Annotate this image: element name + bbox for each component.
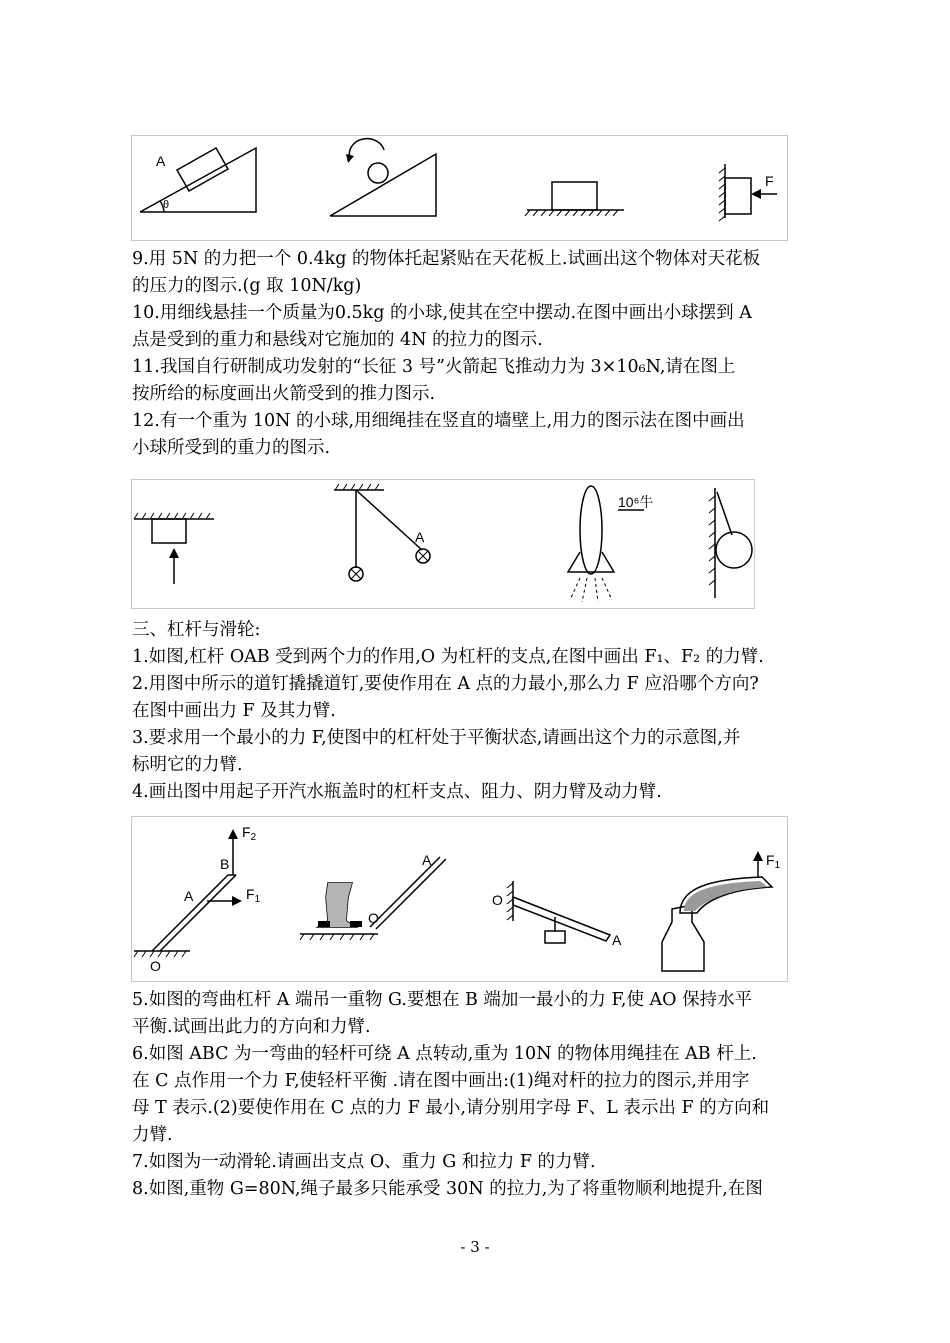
tie-hatch xyxy=(300,934,374,940)
text-line: 10.用细线悬挂一个质量为0.5kg 的小球,使其在空中摆动.在图中画出小球摆到 A xyxy=(132,303,752,323)
support-hatch xyxy=(335,484,379,490)
lever-oa xyxy=(513,897,610,941)
lever-oab-left xyxy=(152,875,228,951)
push-arrowhead xyxy=(169,548,179,558)
text-line: 1.如图,杠杆 OAB 受到两个力的作用,O 为杠杆的支点,在图中画出 F₁、F₂ 的力臂. xyxy=(132,647,764,667)
text-line: 9.用 5N 的力把一个 0.4kg 的物体托起紧贴在天花板上.试画出这个物体对天花板 xyxy=(132,249,761,269)
label-a: A xyxy=(156,153,166,169)
text-line: 小球所受到的重力的图示. xyxy=(132,438,331,458)
text-line: 力臂. xyxy=(132,1125,173,1145)
label-a-pendulum: A xyxy=(415,529,425,545)
label-f: F xyxy=(765,173,774,189)
crowbar-right xyxy=(376,859,446,929)
text-line: 6.如图 ABC 为一弯曲的轻杆可绕 A 点转动,重为 10N 的物体用绳挂在 AB 杆上. xyxy=(132,1044,757,1064)
ground-o-hatch xyxy=(134,951,186,957)
wall-ball xyxy=(716,532,752,568)
text-line: 5.如图的弯曲杠杆 A 端吊一重物 G.要想在 B 端加一最小的力 F,使 AO 保持水平 xyxy=(132,990,753,1010)
label-f1-opener: $F_1$ xyxy=(766,852,781,871)
text-line: 平衡.试画出此力的方向和力臂. xyxy=(132,1017,371,1037)
rocket-body xyxy=(580,486,602,574)
rotation-arrow xyxy=(349,139,384,158)
rotation-arrowhead xyxy=(346,154,354,163)
problems-9-12 xyxy=(132,246,812,462)
ceiling-hatch xyxy=(134,513,210,519)
ceiling-block xyxy=(152,519,186,543)
figure-levers xyxy=(131,816,788,982)
bottle-opener-fill xyxy=(684,881,768,911)
figure-force-diagrams-1 xyxy=(131,135,788,241)
text-line: 的压力的图示.(g 取 10N/kg) xyxy=(132,276,362,296)
text-line: 4.画出图中用起子开汽水瓶盖时的杠杆支点、阻力、阴力臂及动力臂. xyxy=(132,782,662,802)
label-f1: $F_1$ xyxy=(246,886,261,905)
label-o: O xyxy=(150,958,161,974)
ground-hatch xyxy=(525,210,618,216)
force-f-arrowhead xyxy=(751,189,761,199)
spike-right xyxy=(350,921,362,927)
label-o-crowbar: O xyxy=(368,910,379,926)
lever-oab-right xyxy=(160,875,236,951)
page-number: - 3 - xyxy=(460,1238,490,1256)
block-on-ground xyxy=(552,182,597,210)
ball xyxy=(368,163,388,183)
spike-left xyxy=(318,921,330,927)
text-line: 3.要求用一个最小的力 F,使图中的杠杆处于平衡状态,请画出这个力的示意图,并 xyxy=(132,728,741,748)
label-o-wall: O xyxy=(492,892,503,908)
text-line: 2.用图中所示的道钉撬撬道钉,要使作用在 A 点的力最小,那么力 F 应沿哪个方向? xyxy=(132,674,759,694)
block-a xyxy=(177,148,228,191)
wall-hatch xyxy=(719,168,725,221)
scale-label: 10⁶牛 xyxy=(618,494,654,510)
text-line: 在图中画出力 F 及其力臂. xyxy=(132,701,336,721)
thread-swing xyxy=(356,490,422,550)
weight-box xyxy=(545,931,565,943)
wall-hatch-2 xyxy=(709,496,715,585)
rocket-fins xyxy=(568,552,614,572)
wall-o-hatch xyxy=(507,883,513,920)
label-a: A xyxy=(184,888,194,904)
section-title: 三、杠杆与滑轮: xyxy=(132,620,261,640)
text-line: 8.如图,重物 G=80N,绳子最多只能承受 30N 的拉力,为了将重物顺利地提升,在图 xyxy=(132,1179,763,1199)
text-line: 11.我国自行研制成功发射的“长征 3 号”火箭起飞推动力为 3×10₆N,请在图上 xyxy=(132,357,736,377)
text-line: 按所给的标度画出火箭受到的推力图示. xyxy=(132,384,436,404)
figure-force-diagrams-2 xyxy=(131,479,755,609)
label-b: B xyxy=(220,856,230,872)
text-line: 7.如图为一动滑轮.请画出支点 O、重力 G 和拉力 F 的力臂. xyxy=(132,1152,596,1172)
figure-1-svg xyxy=(132,136,787,240)
block-on-wall xyxy=(725,178,751,214)
text-line: 点是受到的重力和悬线对它施加的 4N 的拉力的图示. xyxy=(132,330,543,350)
problems-5-8 xyxy=(132,987,812,1203)
incline-2 xyxy=(330,154,436,216)
label-theta: θ xyxy=(163,199,170,211)
label-a-lever: A xyxy=(612,932,622,948)
text-line: 母 T 表示.(2)要使作用在 C 点的力 F 最小,请分别用字母 F、L 表示出 F 的方向和 xyxy=(132,1098,770,1118)
label-a-crowbar: A xyxy=(422,852,432,868)
lever-section xyxy=(132,617,812,806)
bottle xyxy=(662,905,704,971)
rocket-exhaust xyxy=(570,578,612,602)
text-line: 12.有一个重为 10N 的小球,用细绳挂在竖直的墙壁上,用力的图示法在图中画出 xyxy=(132,411,745,431)
figure-2-svg xyxy=(132,480,754,608)
wall-string xyxy=(717,492,732,535)
text-line: 标明它的力臂. xyxy=(132,755,243,775)
force-f1b-arrowhead xyxy=(753,851,763,861)
figure-3-svg xyxy=(132,817,787,981)
force-f1-arrowhead xyxy=(232,896,242,906)
label-f2: $F_2$ xyxy=(242,824,257,843)
force-f2-arrowhead xyxy=(228,829,238,839)
text-line: 在 C 点作用一个力 F,使轻杆平衡 .请在图中画出:(1)绳对杆的拉力的图示,并用字 xyxy=(132,1071,750,1091)
